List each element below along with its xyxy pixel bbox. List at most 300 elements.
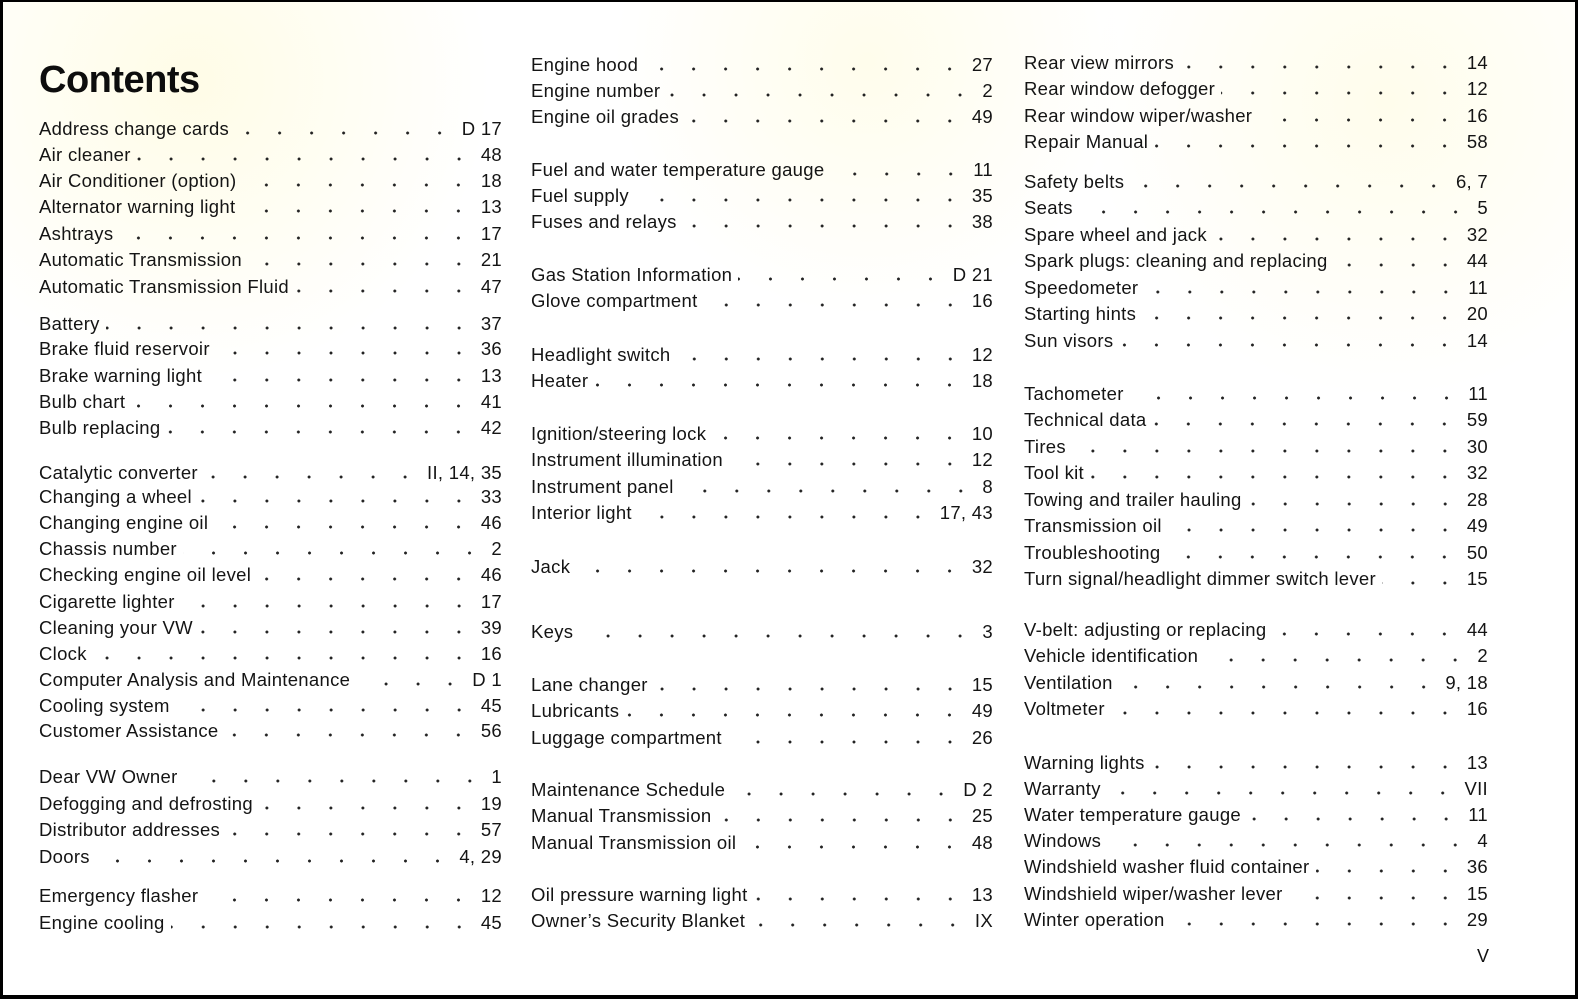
index-entry[interactable] xyxy=(1024,408,1488,432)
entry-label: Seats xyxy=(1024,197,1073,218)
index-entry[interactable] xyxy=(39,275,502,299)
dot-leader xyxy=(1213,237,1461,241)
dot-leader xyxy=(683,224,966,228)
entry-label: Fuel supply xyxy=(531,185,629,206)
entry-page-ref: 13 xyxy=(480,196,502,217)
entry-page-ref: 27 xyxy=(971,54,993,75)
entry-page-ref: 49 xyxy=(971,700,993,721)
index-entry[interactable] xyxy=(531,699,993,723)
index-entry[interactable] xyxy=(1024,104,1488,128)
index-entry[interactable] xyxy=(1024,488,1488,512)
index-entry[interactable] xyxy=(39,117,502,141)
dot-leader xyxy=(635,198,966,202)
entry-page-ref: 12 xyxy=(971,449,993,470)
entry-page-ref: 18 xyxy=(480,170,502,191)
dot-leader xyxy=(1382,581,1461,585)
entry-page-ref: 32 xyxy=(971,556,993,577)
dot-leader xyxy=(654,687,966,691)
index-entry[interactable] xyxy=(531,501,993,525)
dot-leader xyxy=(1107,791,1459,795)
entry-label: Repair Manual xyxy=(1024,131,1149,152)
entry-page-ref: 13 xyxy=(971,884,993,905)
dot-leader xyxy=(754,897,966,901)
index-entry[interactable] xyxy=(531,909,993,933)
entry-label: Defogging and defrosting xyxy=(39,793,253,814)
dot-leader xyxy=(1107,843,1471,847)
entry-page-ref: 21 xyxy=(480,249,502,270)
index-entry[interactable] xyxy=(531,804,993,828)
index-entry[interactable] xyxy=(1024,882,1488,906)
dot-leader xyxy=(1272,632,1460,636)
index-entry[interactable] xyxy=(39,222,502,246)
index-entry[interactable] xyxy=(39,642,502,666)
entry-label: Oil pressure warning light xyxy=(531,884,748,905)
dot-leader xyxy=(119,236,474,240)
entry-page-ref: 48 xyxy=(480,144,502,165)
dot-leader xyxy=(199,630,475,634)
index-entry[interactable] xyxy=(1024,644,1488,668)
entry-page-ref: 13 xyxy=(480,365,502,386)
page-number: V xyxy=(1477,946,1490,966)
entry-page-ref: 32 xyxy=(1466,462,1488,483)
index-entry[interactable] xyxy=(531,620,993,644)
entry-label: Glove compartment xyxy=(531,290,698,311)
entry-label: Fuel and water temperature gauge xyxy=(531,159,825,180)
index-entry[interactable] xyxy=(39,169,502,193)
entry-page-ref: II, 14, 35 xyxy=(427,462,502,483)
dot-leader xyxy=(728,740,966,744)
dot-leader xyxy=(718,818,966,822)
entry-label: Cooling system xyxy=(39,695,170,716)
entry-page-ref: 18 xyxy=(971,370,993,391)
dot-leader xyxy=(680,489,977,493)
index-entry[interactable] xyxy=(531,184,993,208)
entry-page-ref: 17 xyxy=(480,591,502,612)
entry-label: Instrument panel xyxy=(531,476,674,497)
index-entry[interactable] xyxy=(531,448,993,472)
entry-page-ref: 11 xyxy=(973,159,993,180)
index-entry[interactable] xyxy=(39,511,502,535)
entry-label: Doors xyxy=(39,846,90,867)
index-entry[interactable] xyxy=(531,673,993,697)
entry-page-ref: 16 xyxy=(480,643,502,664)
entry-label: Turn signal/headlight dimmer switch lever xyxy=(1024,568,1376,589)
dot-leader xyxy=(1248,502,1461,506)
dot-leader xyxy=(184,779,486,783)
entry-label: Sun visors xyxy=(1024,330,1114,351)
index-entry[interactable] xyxy=(531,289,993,313)
index-entry[interactable] xyxy=(531,422,993,446)
entry-page-ref: 5 xyxy=(1477,197,1488,218)
entry-page-ref: 25 xyxy=(971,805,993,826)
dot-leader xyxy=(738,277,946,281)
dot-leader xyxy=(257,577,475,581)
index-entry[interactable] xyxy=(39,337,502,361)
entry-label: Tachometer xyxy=(1024,383,1124,404)
index-entry[interactable] xyxy=(531,343,993,367)
index-entry[interactable] xyxy=(1024,435,1488,459)
entry-page-ref: 17, 43 xyxy=(939,502,993,523)
entry-label: Changing a wheel xyxy=(39,486,192,507)
dot-leader xyxy=(1079,210,1472,214)
dot-leader xyxy=(248,262,475,266)
dot-leader xyxy=(638,515,934,519)
index-entry[interactable] xyxy=(39,792,502,816)
entry-page-ref: 19 xyxy=(480,793,502,814)
entry-page-ref: 32 xyxy=(1466,224,1488,245)
entry-label: Rear window defogger xyxy=(1024,78,1216,99)
entry-page-ref: 2 xyxy=(982,80,993,101)
dot-leader xyxy=(171,925,475,929)
dot-leader xyxy=(1289,896,1461,900)
entry-label: Spark plugs: cleaning and replacing xyxy=(1024,250,1328,271)
entry-page-ref: 16 xyxy=(1466,698,1488,719)
index-entry[interactable] xyxy=(531,158,993,182)
entry-label: Keys xyxy=(531,621,574,642)
index-entry[interactable] xyxy=(1024,618,1488,642)
dot-leader xyxy=(224,733,474,737)
dot-leader xyxy=(666,93,976,97)
index-entry[interactable] xyxy=(39,312,502,336)
entry-page-ref: 2 xyxy=(491,538,502,559)
index-entry[interactable] xyxy=(531,831,993,855)
entry-page-ref: 44 xyxy=(1466,619,1488,640)
index-entry[interactable] xyxy=(1024,751,1488,775)
index-entry[interactable] xyxy=(39,390,502,414)
entry-page-ref: 15 xyxy=(1466,568,1488,589)
entry-label: Headlight switch xyxy=(531,344,671,365)
index-entry[interactable] xyxy=(1024,130,1488,154)
entry-label: Chassis number xyxy=(39,538,177,559)
entry-label: Brake warning light xyxy=(39,365,203,386)
index-entry[interactable] xyxy=(39,563,502,587)
index-entry[interactable] xyxy=(39,845,502,869)
dot-leader xyxy=(830,172,967,176)
index-entry[interactable] xyxy=(531,555,993,579)
index-entry[interactable] xyxy=(39,248,502,272)
entry-page-ref: 2 xyxy=(1477,645,1488,666)
dot-leader xyxy=(594,383,965,387)
dot-leader xyxy=(295,289,475,293)
entry-page-ref: 12 xyxy=(971,344,993,365)
entry-label: Starting hints xyxy=(1024,303,1137,324)
entry-page-ref: 45 xyxy=(480,912,502,933)
index-entry[interactable] xyxy=(1024,170,1488,194)
entry-label: Manual Transmission xyxy=(531,805,712,826)
page-title: Contents xyxy=(39,59,200,101)
entry-page-ref: 28 xyxy=(1466,489,1488,510)
dot-leader xyxy=(644,67,966,71)
entry-page-ref: 4 xyxy=(1477,830,1488,851)
entry-page-ref: 12 xyxy=(1466,78,1488,99)
dot-leader xyxy=(208,378,475,382)
index-entry[interactable] xyxy=(531,883,993,907)
dot-leader xyxy=(625,713,965,717)
entry-page-ref: 35 xyxy=(971,185,993,206)
index-entry[interactable] xyxy=(1024,302,1488,326)
entry-page-ref: 12 xyxy=(480,885,502,906)
dot-leader xyxy=(729,462,966,466)
entry-page-ref: 45 xyxy=(480,695,502,716)
index-entry[interactable] xyxy=(39,143,502,167)
index-entry[interactable] xyxy=(39,537,502,561)
entry-label: Alternator warning light xyxy=(39,196,236,217)
entry-label: Computer Analysis and Maintenance xyxy=(39,669,351,690)
entry-page-ref: 39 xyxy=(480,617,502,638)
index-entry[interactable] xyxy=(1024,908,1488,932)
entry-page-ref: 38 xyxy=(971,211,993,232)
index-entry[interactable] xyxy=(39,694,502,718)
dot-leader xyxy=(1334,263,1461,267)
entry-label: Distributor addresses xyxy=(39,819,221,840)
dot-leader xyxy=(356,682,466,686)
entry-page-ref: D 2 xyxy=(963,779,993,800)
dot-leader xyxy=(176,708,475,712)
entry-label: Speedometer xyxy=(1024,277,1139,298)
index-entry[interactable] xyxy=(1024,803,1488,827)
entry-page-ref: 44 xyxy=(1466,250,1488,271)
entry-page-ref: D 17 xyxy=(461,118,502,139)
dot-leader xyxy=(742,845,965,849)
index-entry[interactable] xyxy=(1024,855,1488,879)
entry-page-ref: 13 xyxy=(1466,752,1488,773)
entry-label: Spare wheel and jack xyxy=(1024,224,1207,245)
entry-page-ref: 16 xyxy=(971,290,993,311)
entry-label: Bulb chart xyxy=(39,391,126,412)
entry-label: Windshield washer fluid container xyxy=(1024,856,1310,877)
index-entry[interactable] xyxy=(39,364,502,388)
entry-page-ref: 8 xyxy=(982,476,993,497)
entry-label: Automatic Transmission xyxy=(39,249,242,270)
entry-page-ref: 30 xyxy=(1466,436,1488,457)
dot-leader xyxy=(214,525,475,529)
entry-label: Catalytic converter xyxy=(39,462,198,483)
dot-leader xyxy=(93,656,475,660)
entry-label: Maintenance Schedule xyxy=(531,779,726,800)
entry-label: Rear window wiper/washer xyxy=(1024,105,1253,126)
dot-leader xyxy=(1204,658,1471,662)
dot-leader xyxy=(166,430,474,434)
entry-label: Emergency flasher xyxy=(39,885,199,906)
entry-page-ref: 15 xyxy=(1466,883,1488,904)
dot-leader xyxy=(1152,422,1460,426)
entry-label: Warranty xyxy=(1024,778,1101,799)
entry-label: Manual Transmission oil xyxy=(531,832,737,853)
index-entry[interactable] xyxy=(39,765,502,789)
dot-leader xyxy=(137,157,475,161)
dot-leader xyxy=(712,436,966,440)
entry-page-ref: 17 xyxy=(480,223,502,244)
entry-label: Windows xyxy=(1024,830,1102,851)
dot-leader xyxy=(106,326,475,330)
dot-leader xyxy=(1130,396,1463,400)
entry-page-ref: 16 xyxy=(1466,105,1488,126)
entry-label: Customer Assistance xyxy=(39,720,219,741)
entry-page-ref: 4, 29 xyxy=(459,846,502,867)
entry-page-ref: 26 xyxy=(971,727,993,748)
entry-label: Heater xyxy=(531,370,589,391)
entry-label: Winter operation xyxy=(1024,909,1165,930)
entry-page-ref: 47 xyxy=(480,276,502,297)
dot-leader xyxy=(677,357,966,361)
entry-label: Warning lights xyxy=(1024,752,1145,773)
index-entry[interactable] xyxy=(531,79,993,103)
dot-leader xyxy=(1119,343,1460,347)
entry-page-ref: 10 xyxy=(971,423,993,444)
entry-label: Dear VW Owner xyxy=(39,766,178,787)
index-entry[interactable] xyxy=(1024,514,1488,538)
entry-label: Lubricants xyxy=(531,700,620,721)
dot-leader xyxy=(1090,475,1461,479)
entry-page-ref: 46 xyxy=(480,512,502,533)
dot-leader xyxy=(204,898,474,902)
entry-label: Changing engine oil xyxy=(39,512,209,533)
entry-label: Clock xyxy=(39,643,87,664)
entry-page-ref: 59 xyxy=(1466,409,1488,430)
index-entry[interactable] xyxy=(39,485,502,509)
entry-label: Engine oil grades xyxy=(531,106,680,127)
entry-label: Owner’s Security Blanket xyxy=(531,910,746,931)
entry-page-ref: 56 xyxy=(480,720,502,741)
index-entry[interactable] xyxy=(1024,777,1488,801)
dot-leader xyxy=(704,303,966,307)
entry-page-ref: 11 xyxy=(1468,383,1488,404)
entry-page-ref: 37 xyxy=(480,313,502,334)
dot-leader xyxy=(1316,869,1461,873)
index-entry[interactable] xyxy=(39,461,502,485)
entry-label: Safety belts xyxy=(1024,171,1125,192)
dot-leader xyxy=(1130,184,1450,188)
entry-label: Instrument illumination xyxy=(531,449,723,470)
entry-page-ref: 57 xyxy=(480,819,502,840)
entry-page-ref: 50 xyxy=(1466,542,1488,563)
index-entry[interactable] xyxy=(1024,382,1488,406)
entry-label: Windshield wiper/washer lever xyxy=(1024,883,1283,904)
index-entry[interactable] xyxy=(1024,697,1488,721)
entry-page-ref: 49 xyxy=(1466,515,1488,536)
entry-page-ref: 46 xyxy=(480,564,502,585)
entry-label: Jack xyxy=(531,556,571,577)
entry-label: Towing and trailer hauling xyxy=(1024,489,1242,510)
entry-label: Engine hood xyxy=(531,54,639,75)
index-entry[interactable] xyxy=(39,590,502,614)
entry-page-ref: 49 xyxy=(971,106,993,127)
entry-label: Technical data xyxy=(1024,409,1147,430)
entry-label: Brake fluid reservoir xyxy=(39,338,210,359)
index-entry[interactable] xyxy=(39,818,502,842)
dot-leader xyxy=(1166,555,1460,559)
index-entry[interactable] xyxy=(1024,541,1488,565)
entry-page-ref: 11 xyxy=(1468,277,1488,298)
dot-leader xyxy=(96,859,453,863)
index-entry[interactable] xyxy=(1024,77,1488,101)
dot-leader xyxy=(183,551,486,555)
index-entry[interactable] xyxy=(1024,276,1488,300)
entry-page-ref: 36 xyxy=(480,338,502,359)
index-entry[interactable] xyxy=(1024,329,1488,353)
dot-leader xyxy=(259,806,475,810)
index-entry[interactable] xyxy=(39,719,502,743)
index-entry[interactable] xyxy=(531,726,993,750)
entry-label: Ashtrays xyxy=(39,223,114,244)
entry-label: Air Conditioner (option) xyxy=(39,170,237,191)
dot-leader xyxy=(226,832,475,836)
dot-leader xyxy=(235,131,456,135)
entry-label: Checking engine oil level xyxy=(39,564,252,585)
index-entry[interactable] xyxy=(531,475,993,499)
entry-page-ref: 11 xyxy=(1468,804,1488,825)
entry-label: Bulb replacing xyxy=(39,417,161,438)
dot-leader xyxy=(751,923,969,927)
index-entry[interactable] xyxy=(1024,51,1488,75)
index-entry[interactable] xyxy=(39,911,502,935)
entry-page-ref: 42 xyxy=(480,417,502,438)
dot-leader xyxy=(181,604,475,608)
index-entry[interactable] xyxy=(531,53,993,77)
entry-label: Automatic Transmission Fluid xyxy=(39,276,290,297)
index-entry[interactable] xyxy=(531,263,993,287)
index-entry[interactable] xyxy=(39,884,502,908)
dot-leader xyxy=(204,475,421,479)
entry-page-ref: 29 xyxy=(1466,909,1488,930)
entry-page-ref: 33 xyxy=(480,486,502,507)
entry-label: Luggage compartment xyxy=(531,727,722,748)
index-entry[interactable] xyxy=(39,668,502,692)
entry-page-ref: 1 xyxy=(491,766,502,787)
index-entry[interactable] xyxy=(531,210,993,234)
entry-label: Tires xyxy=(1024,436,1066,457)
index-entry[interactable] xyxy=(39,195,502,219)
index-entry[interactable] xyxy=(1024,196,1488,220)
dot-leader xyxy=(579,634,976,638)
index-entry[interactable] xyxy=(1024,461,1488,485)
dot-leader xyxy=(731,792,957,796)
entry-label: Ignition/steering lock xyxy=(531,423,707,444)
entry-label: Voltmeter xyxy=(1024,698,1105,719)
entry-label: Cigarette lighter xyxy=(39,591,175,612)
index-entry[interactable] xyxy=(39,616,502,640)
entry-page-ref: 36 xyxy=(1466,856,1488,877)
entry-page-ref: 14 xyxy=(1466,330,1488,351)
dot-leader xyxy=(1072,449,1461,453)
index-entry[interactable] xyxy=(1024,223,1488,247)
dot-leader xyxy=(131,404,475,408)
dot-leader xyxy=(1151,765,1461,769)
entry-page-ref: 41 xyxy=(480,391,502,412)
entry-label: Vehicle identification xyxy=(1024,645,1199,666)
entry-label: V-belt: adjusting or replacing xyxy=(1024,619,1267,640)
dot-leader xyxy=(1144,290,1462,294)
dot-leader xyxy=(241,209,474,213)
entry-page-ref: 3 xyxy=(982,621,993,642)
entry-page-ref: 14 xyxy=(1466,52,1488,73)
index-entry[interactable] xyxy=(39,416,502,440)
index-entry[interactable] xyxy=(1024,249,1488,273)
dot-leader xyxy=(576,569,966,573)
index-entry[interactable] xyxy=(1024,671,1488,695)
entry-label: Tool kit xyxy=(1024,462,1084,483)
index-entry[interactable] xyxy=(531,105,993,129)
index-entry[interactable] xyxy=(531,778,993,802)
entry-page-ref: IX xyxy=(974,910,993,931)
entry-page-ref: D 21 xyxy=(952,264,993,285)
index-entry[interactable] xyxy=(1024,567,1488,591)
index-entry[interactable] xyxy=(531,369,993,393)
index-entry[interactable] xyxy=(1024,829,1488,853)
dot-leader xyxy=(216,351,475,355)
entry-page-ref: 9, 18 xyxy=(1445,672,1488,693)
entry-label: Fuses and relays xyxy=(531,211,677,232)
